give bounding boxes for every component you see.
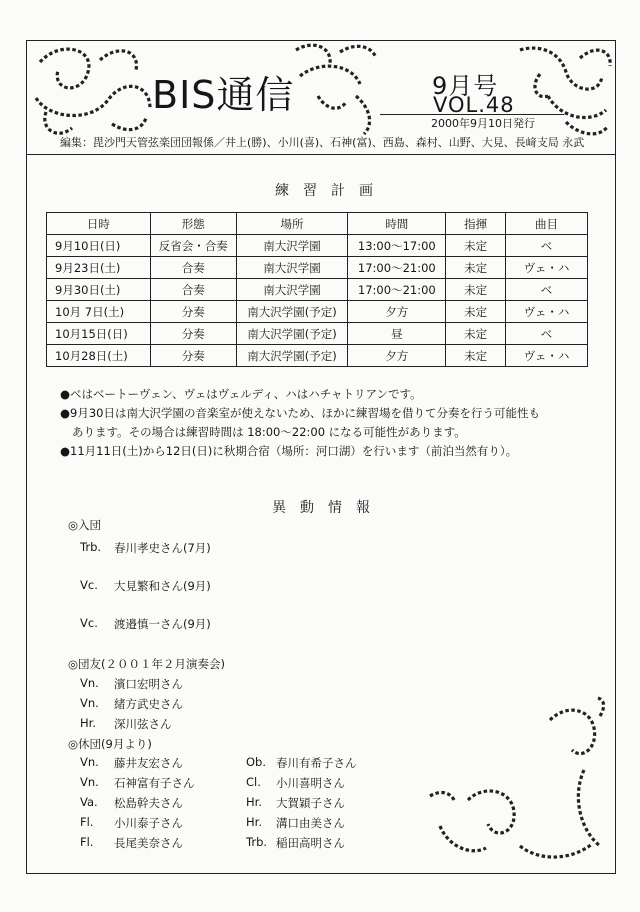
schedule-cell: ベ — [506, 323, 588, 345]
schedule-cell: ベ — [506, 235, 588, 257]
schedule-cell: 南大沢学園 — [236, 279, 348, 301]
member-instrument: Vc. — [80, 578, 98, 592]
schedule-cell: 分奏 — [150, 301, 236, 323]
schedule-cell: 未定 — [446, 345, 506, 367]
member-name: 濱口宏明さん — [114, 677, 183, 691]
member-name: 長尾美奈さん — [114, 836, 183, 850]
member-instrument: Hr. — [80, 716, 96, 730]
volume-number: VOL.48 — [433, 93, 515, 117]
schedule-cell: 分奏 — [150, 323, 236, 345]
schedule-cell: ヴェ・ハ — [506, 345, 588, 367]
member-name: 石神富有子さん — [114, 776, 195, 790]
issue-month: 9月号 — [432, 72, 499, 100]
column-header-venue: 場所 — [236, 213, 348, 235]
member-instrument: Hr. — [246, 815, 262, 829]
member-instrument: Vn. — [80, 755, 99, 769]
leave-heading: ◎休団(9月より) — [68, 737, 152, 751]
column-header-pieces: 曲目 — [506, 213, 588, 235]
member-name: 緒方武史さん — [114, 697, 183, 711]
personnel-section-title: 異動情報 — [272, 500, 384, 516]
schedule-cell: 南大沢学園(予定) — [236, 345, 348, 367]
schedule-cell: 南大沢学園 — [236, 257, 348, 279]
schedule-cell: 合奏 — [150, 257, 236, 279]
schedule-table — [46, 212, 588, 367]
table-row — [47, 279, 588, 301]
schedule-cell: 夕方 — [348, 345, 446, 367]
table-row — [47, 323, 588, 345]
schedule-cell: 南大沢学園 — [236, 235, 348, 257]
column-header-datetime: 日時 — [47, 213, 151, 235]
member-name: 溝口由美さん — [276, 816, 345, 830]
schedule-cell: 10月 7日(土) — [47, 301, 151, 323]
member-name: 大見繁和さん(9月) — [114, 579, 211, 593]
member-name: 春川孝史さん(7月) — [114, 541, 211, 555]
schedule-cell: ヴェ・ハ — [506, 301, 588, 323]
schedule-cell: 未定 — [446, 301, 506, 323]
member-instrument: Vn. — [80, 696, 99, 710]
member-instrument: Trb. — [246, 835, 268, 849]
member-name: 稲田高明さん — [276, 836, 345, 850]
schedule-cell: 南大沢学園(予定) — [236, 323, 348, 345]
member-name: 藤井友宏さん — [114, 756, 183, 770]
note-sep30-time: あります。その場合は練習時間は 18:00～22:00 になる可能性があります。 — [72, 425, 466, 439]
member-instrument: Hr. — [246, 795, 262, 809]
schedule-cell: 未定 — [446, 235, 506, 257]
schedule-cell: 17:00～21:00 — [348, 257, 446, 279]
join-heading: ◎入団 — [68, 518, 102, 532]
schedule-cell: 昼 — [348, 323, 446, 345]
table-row — [47, 257, 588, 279]
note-training-camp: ●11月11日(土)から12日(日)に秋期合宿（場所：河口湖）を行います（前泊当然有り）。 — [60, 444, 518, 458]
column-header-time: 時間 — [348, 213, 446, 235]
schedule-cell: 9月30日(土) — [47, 279, 151, 301]
schedule-cell: 9月10日(日) — [47, 235, 151, 257]
schedule-cell: ヴェ・ハ — [506, 257, 588, 279]
member-instrument: Trb. — [80, 540, 102, 554]
member-instrument: Ob. — [246, 755, 267, 769]
schedule-cell: 9月23日(土) — [47, 257, 151, 279]
schedule-cell: 反省会・合奏 — [150, 235, 236, 257]
member-instrument: Fl. — [80, 815, 94, 829]
schedule-cell: 未定 — [446, 257, 506, 279]
member-name: 渡邉慎一さん(9月) — [114, 617, 211, 631]
column-header-format: 形態 — [150, 213, 236, 235]
schedule-cell: 分奏 — [150, 345, 236, 367]
member-name: 小川喜明さん — [276, 776, 345, 790]
member-instrument: Va. — [80, 795, 98, 809]
newsletter-title: BIS通信 — [152, 73, 295, 117]
schedule-section-title: 練習計画 — [275, 183, 387, 199]
schedule-cell: 合奏 — [150, 279, 236, 301]
member-name: 春川有希子さん — [276, 756, 357, 770]
friend-heading: ◎団友(２００１年２月演奏会) — [68, 657, 226, 671]
table-row — [47, 235, 588, 257]
editors-credit: 編集：毘沙門天管弦楽団団報係／井上(勝)、小川(喜)、石神(富)、西島、森村、山野、大見、長﨑支局 永武 — [60, 136, 585, 149]
schedule-cell: 13:00～17:00 — [348, 235, 446, 257]
member-instrument: Cl. — [246, 775, 261, 789]
member-name: 松島幹夫さん — [114, 796, 183, 810]
member-name: 小川泰子さん — [114, 816, 183, 830]
header-divider — [26, 154, 616, 155]
table-row — [47, 301, 588, 323]
schedule-notes — [60, 385, 600, 461]
member-instrument: Vc. — [80, 616, 98, 630]
schedule-cell: ベ — [506, 279, 588, 301]
schedule-cell: 17:00～21:00 — [348, 279, 446, 301]
schedule-cell: 未定 — [446, 323, 506, 345]
table-row — [47, 345, 588, 367]
issue-date: 2000年9月10日発行 — [431, 117, 535, 130]
member-name: 大賀穎子さん — [276, 796, 345, 810]
column-header-conductor: 指揮 — [446, 213, 506, 235]
note-composer-key: ●ベはベートーヴェン、ヴェはヴェルディ、ハはハチャトリアンです。 — [60, 387, 422, 401]
schedule-header-row — [47, 213, 588, 235]
schedule-cell: 10月15日(日) — [47, 323, 151, 345]
member-instrument: Vn. — [80, 775, 99, 789]
schedule-cell: 夕方 — [348, 301, 446, 323]
note-sep30-venue: ●9月30日は南大沢学園の音楽室が使えないため、ほかに練習場を借りて分奏を行う可能性も — [60, 406, 541, 420]
schedule-cell: 未定 — [446, 279, 506, 301]
member-name: 深川弦さん — [114, 717, 172, 731]
schedule-cell: 南大沢学園(予定) — [236, 301, 348, 323]
member-instrument: Vn. — [80, 676, 99, 690]
schedule-cell: 10月28日(土) — [47, 345, 151, 367]
member-instrument: Fl. — [80, 835, 94, 849]
